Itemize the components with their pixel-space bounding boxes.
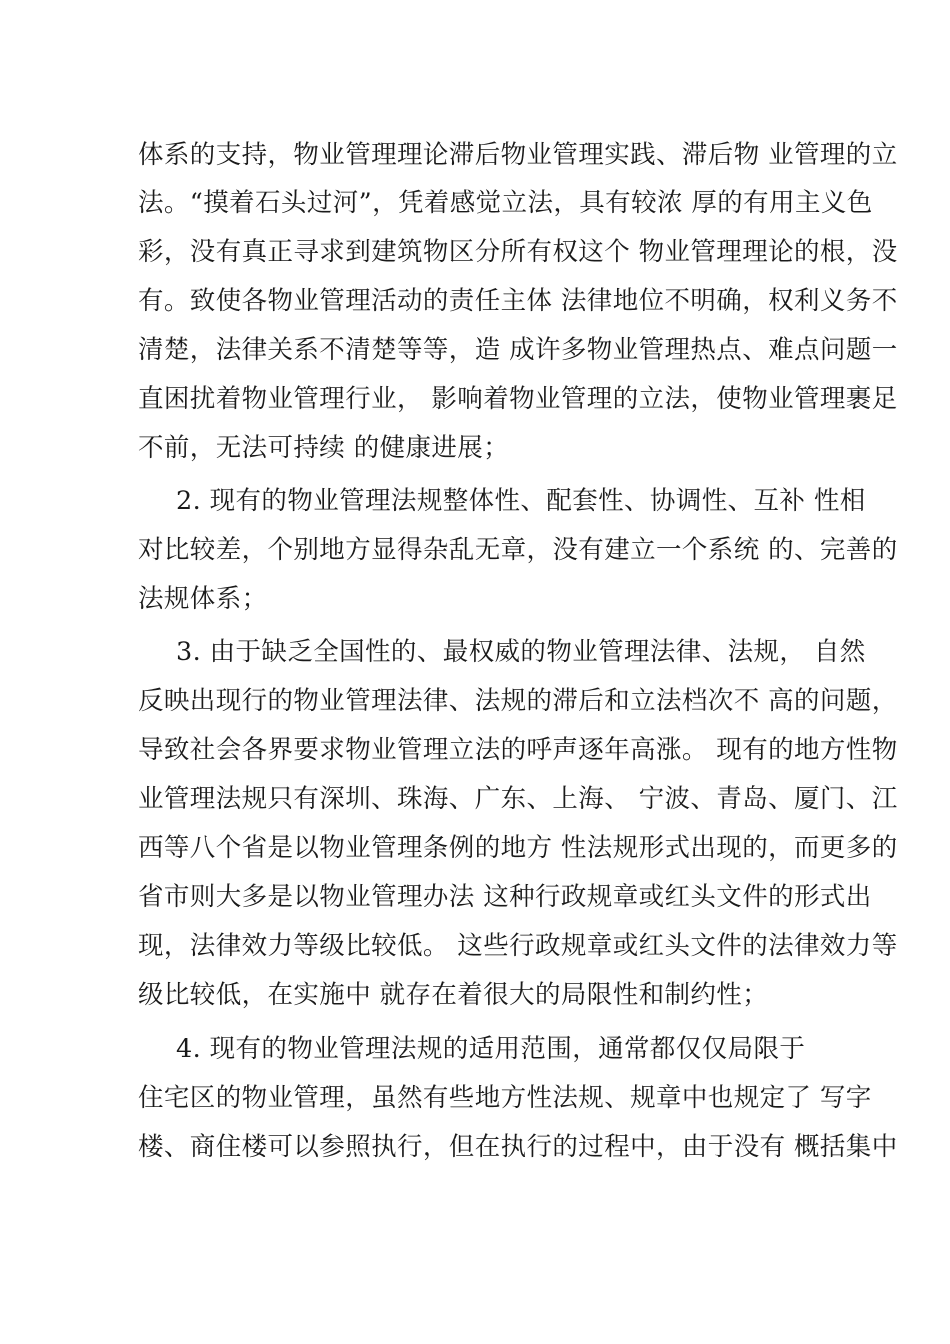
list-item-2-line: 2. 现有的物业管理法规整体性、配套性、协调性、互补 性相 <box>176 486 866 516</box>
text-line: 体系的支持，物业管理理论滞后物业管理实践、滞后物 业管理的立 <box>138 140 898 170</box>
text-line: 对比较差，个别地方显得杂乱无章，没有建立一个系统 的、完善的 <box>138 535 898 565</box>
text-line: 清楚，法律关系不清楚等等，造 成许多物业管理热点、难点问题一 <box>138 335 898 365</box>
text-line: 反映出现行的物业管理法律、法规的滞后和立法档次不 高的问题， <box>138 686 898 716</box>
text-line: 级比较低，在实施中 就存在着很大的局限性和制约性； <box>138 980 769 1010</box>
text-line: 法规体系； <box>138 584 268 614</box>
text-line: 直困扰着物业管理行业， 影响着物业管理的立法，使物业管理裹足 <box>138 384 898 414</box>
text-line: 现，法律效力等级比较低。 这些行政规章或红头文件的法律效力等 <box>138 931 898 961</box>
text-line: 西等八个省是以物业管理条例的地方 性法规形式出现的，而更多的 <box>138 833 898 863</box>
list-item-3-line: 3. 由于缺乏全国性的、最权威的物业管理法律、法规， 自然 <box>176 637 866 667</box>
list-item-4-line: 4. 现有的物业管理法规的适用范围，通常都仅仅局限于 <box>176 1034 806 1064</box>
text-line: 省市则大多是以物业管理办法 这种行政规章或红头文件的形式出 <box>138 882 872 912</box>
text-line: 有。致使各物业管理活动的责任主体 法律地位不明确，权利义务不 <box>138 286 898 316</box>
text-line: 导致社会各界要求物业管理立法的呼声逐年高涨。 现有的地方性物 <box>138 735 898 765</box>
text-line: 业管理法规只有深圳、珠海、广东、上海、 宁波、青岛、厦门、江 <box>138 784 898 814</box>
text-line: 法。“摸着石头过河”，凭着感觉立法，具有较浓 厚的有用主义色 <box>138 188 873 218</box>
text-line: 楼、商住楼可以参照执行，但在执行的过程中，由于没有 概括集中 <box>138 1132 898 1162</box>
text-line: 彩，没有真正寻求到建筑物区分所有权这个 物业管理理论的根，没 <box>138 237 898 267</box>
text-line: 不前，无法可持续 的健康进展； <box>138 433 510 463</box>
text-line: 住宅区的物业管理，虽然有些地方性法规、规章中也规定了 写字 <box>138 1083 872 1113</box>
